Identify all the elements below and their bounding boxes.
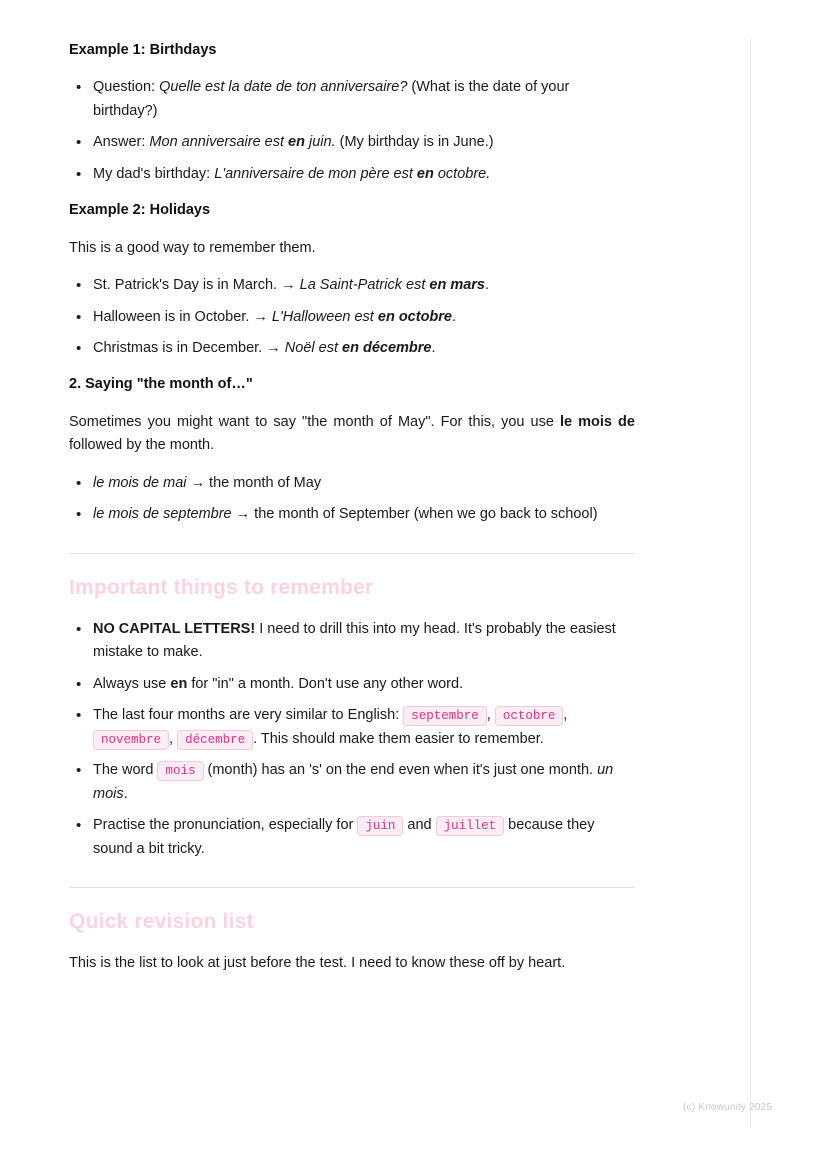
- divider: [69, 553, 635, 554]
- section2-list: [69, 472, 635, 527]
- item-pre: The last four months are very similar to English:: [93, 707, 404, 724]
- item-text: . This should make them easier to remember.: [253, 730, 544, 747]
- item-tail: → the month of May: [186, 474, 322, 491]
- list-item: [93, 76, 635, 123]
- item-bold: en: [170, 675, 188, 692]
- item-italic: un mois: [93, 762, 614, 802]
- item-bold: NO CAPITAL LETTERS!: [93, 620, 256, 637]
- item-italic: L'anniversaire de mon père est: [214, 165, 417, 182]
- item-lead: Christmas is in December. →: [93, 339, 285, 356]
- list-item: • The last four months are very similar to English: septembre , octobre , novembre , décembre . This should make them easier to remember.: [93, 704, 635, 751]
- item-italic: le mois de septembre: [93, 506, 232, 523]
- item-text: I need to drill this into my head. It's probably the easiest mistake to make.: [93, 620, 616, 661]
- item-italic: L'Halloween est: [271, 308, 378, 325]
- item-pre: Always use: [93, 675, 171, 692]
- item-bold-italic: en décembre: [342, 339, 432, 356]
- list-item: [93, 472, 635, 495]
- list-item: [93, 673, 635, 696]
- item-tail: .: [431, 339, 436, 356]
- example1-list: [69, 76, 635, 186]
- list-item: [93, 814, 635, 861]
- code-chip-juin: juin: [357, 816, 403, 836]
- item-lead: My dad's birthday:: [93, 165, 211, 182]
- item-bold-italic: en mars: [429, 277, 485, 294]
- item-tail: (What is the date of your birthday?): [93, 79, 570, 119]
- code-chip-octobre: octobre: [495, 706, 564, 726]
- paragraph-part1: Sometimes you might want to say "the month of May". For this, you use: [69, 413, 560, 430]
- section2-paragraph: [69, 411, 635, 458]
- example2-list: [69, 274, 635, 360]
- divider: [69, 887, 635, 888]
- code-chip-septembre: septembre: [403, 706, 487, 726]
- list-item: [93, 163, 635, 186]
- section2-title: 2. Saying "the month of…": [69, 376, 253, 393]
- item-tail: .: [485, 277, 490, 294]
- list-item: [93, 131, 635, 154]
- list-item: [93, 274, 635, 297]
- item-text: .: [123, 785, 128, 802]
- important-title: Important things to remember: [69, 575, 374, 599]
- item-mid: (month) has an 's' on the end even when it's just one month.: [203, 762, 598, 779]
- item-italic: le mois de mai: [93, 474, 187, 491]
- example1-title: Example 1: Birthdays: [69, 42, 217, 58]
- item-pre: Practise the pronunciation, especially for: [93, 817, 358, 834]
- code-chip-decembre: décembre: [177, 730, 253, 750]
- list-item: [93, 759, 635, 806]
- item-text: because they sound a bit tricky.: [93, 817, 595, 857]
- item-lead: Answer:: [93, 134, 146, 151]
- revision-title: Quick revision list: [69, 910, 254, 934]
- item-lead: St. Patrick's Day is in March. →: [93, 277, 300, 294]
- footer-copyright: (c) Knowunity 2025: [683, 1102, 773, 1113]
- item-italic-2: octobre.: [433, 165, 491, 182]
- item-tail: → the month of September (when we go back to school): [231, 506, 598, 523]
- list-item: [93, 618, 635, 665]
- example2-intro: This is a good way to remember them.: [69, 239, 316, 256]
- item-lead: Halloween is in October. →: [93, 308, 272, 325]
- revision-paragraph: This is the list to look at just before the test. I need to know these off by heart.: [69, 955, 566, 972]
- list-item: [93, 337, 635, 360]
- item-text: for "in" a month. Don't use any other word.: [187, 675, 464, 692]
- code-chip-mois: mois: [157, 761, 203, 781]
- item-bold-italic: en: [416, 165, 434, 182]
- item-italic-2: juin.: [304, 134, 336, 151]
- item-bold-italic: en: [288, 134, 305, 151]
- paragraph-bold: le mois de: [559, 413, 635, 430]
- item-tail: .: [452, 308, 457, 325]
- item-italic: Quelle est la date de ton anniversaire?: [159, 79, 408, 96]
- item-italic: Mon anniversaire est: [149, 134, 289, 151]
- item-mid: and: [403, 817, 436, 834]
- document-content: [69, 40, 635, 990]
- item-pre: The word: [93, 762, 158, 779]
- list-item: [93, 503, 635, 526]
- item-lead: Question:: [93, 79, 156, 96]
- page-right-rule: [750, 38, 751, 1128]
- code-chip-novembre: novembre: [93, 730, 169, 750]
- list-item: [93, 306, 635, 329]
- item-italic: Noël est: [284, 339, 343, 356]
- paragraph-part2: followed by the month.: [69, 437, 215, 454]
- code-chip-juillet: juillet: [436, 816, 505, 836]
- item-tail: (My birthday is in June.): [335, 134, 494, 151]
- important-list: [69, 618, 635, 861]
- item-bold-italic: en octobre: [377, 308, 452, 325]
- example2-title: Example 2: Holidays: [69, 202, 211, 219]
- item-italic: La Saint-Patrick est: [299, 277, 430, 294]
